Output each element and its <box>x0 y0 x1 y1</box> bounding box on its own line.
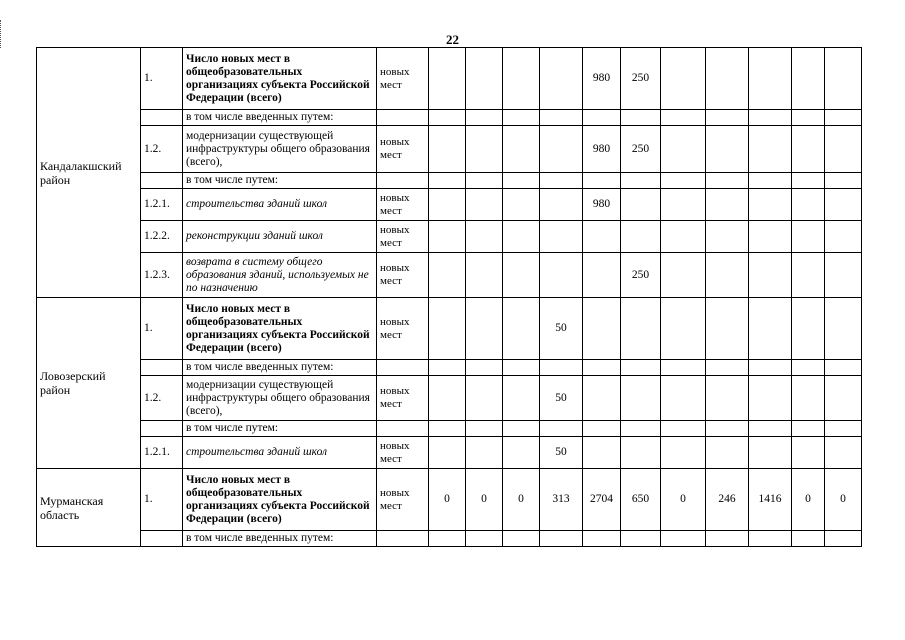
value-cell: 313 <box>540 469 583 531</box>
indicator-description: в том числе путем: <box>183 173 377 189</box>
value-cell <box>706 421 749 437</box>
value-cell <box>825 298 862 360</box>
row-number: 1. <box>141 469 183 531</box>
unit-cell <box>377 421 429 437</box>
unit-cell: новых мест <box>377 221 429 253</box>
value-cell <box>429 531 466 547</box>
value-cell <box>503 531 540 547</box>
value-cell <box>540 48 583 110</box>
table-row <box>37 173 862 189</box>
value-cell <box>749 437 792 469</box>
value-cell <box>792 189 825 221</box>
value-cell <box>792 48 825 110</box>
value-cell <box>706 376 749 421</box>
indicator-description: реконструкции зданий школ <box>183 221 377 253</box>
value-cell <box>429 421 466 437</box>
value-cell <box>706 189 749 221</box>
table-row <box>37 531 862 547</box>
value-cell <box>661 437 706 469</box>
row-number: 1. <box>141 48 183 110</box>
value-cell <box>706 126 749 173</box>
indicator-description: строительства зданий школ <box>183 189 377 221</box>
value-cell: 2704 <box>583 469 621 531</box>
indicator-description: модернизации существующей инфраструктуры общего образования (всего), <box>183 126 377 173</box>
value-cell <box>825 253 862 298</box>
value-cell <box>540 126 583 173</box>
value-cell <box>503 189 540 221</box>
value-cell: 246 <box>706 469 749 531</box>
unit-cell: новых мест <box>377 437 429 469</box>
value-cell <box>621 360 661 376</box>
table-row <box>37 376 862 421</box>
value-cell <box>825 376 862 421</box>
value-cell <box>825 531 862 547</box>
unit-cell <box>377 360 429 376</box>
value-cell <box>661 189 706 221</box>
value-cell <box>792 221 825 253</box>
value-cell <box>466 189 503 221</box>
value-cell <box>706 110 749 126</box>
value-cell: 0 <box>792 469 825 531</box>
value-cell <box>503 253 540 298</box>
value-cell <box>583 437 621 469</box>
value-cell <box>429 376 466 421</box>
value-cell <box>503 48 540 110</box>
value-cell: 0 <box>466 469 503 531</box>
value-cell: 1416 <box>749 469 792 531</box>
value-cell <box>466 110 503 126</box>
value-cell <box>429 189 466 221</box>
value-cell <box>583 421 621 437</box>
value-cell <box>429 126 466 173</box>
value-cell <box>583 253 621 298</box>
value-cell <box>621 376 661 421</box>
value-cell <box>503 221 540 253</box>
value-cell <box>749 376 792 421</box>
value-cell <box>661 298 706 360</box>
indicator-description: в том числе введенных путем: <box>183 360 377 376</box>
value-cell <box>661 253 706 298</box>
value-cell <box>825 437 862 469</box>
value-cell <box>583 376 621 421</box>
value-cell <box>792 173 825 189</box>
value-cell <box>540 189 583 221</box>
value-cell <box>621 531 661 547</box>
value-cell <box>706 531 749 547</box>
value-cell: 50 <box>540 437 583 469</box>
value-cell <box>661 110 706 126</box>
row-number: 1.2. <box>141 376 183 421</box>
value-cell <box>661 48 706 110</box>
unit-cell: новых мест <box>377 469 429 531</box>
unit-cell: новых мест <box>377 253 429 298</box>
value-cell <box>583 110 621 126</box>
row-number <box>141 360 183 376</box>
value-cell <box>825 48 862 110</box>
unit-cell: новых мест <box>377 126 429 173</box>
value-cell <box>792 360 825 376</box>
value-cell <box>706 360 749 376</box>
value-cell <box>503 360 540 376</box>
region-cell: Кандалакшский район <box>37 48 141 298</box>
value-cell <box>706 48 749 110</box>
value-cell <box>749 221 792 253</box>
value-cell <box>749 360 792 376</box>
value-cell <box>466 253 503 298</box>
value-cell <box>429 48 466 110</box>
value-cell <box>466 437 503 469</box>
unit-cell: новых мест <box>377 376 429 421</box>
value-cell <box>540 253 583 298</box>
value-cell <box>466 360 503 376</box>
value-cell: 50 <box>540 376 583 421</box>
value-cell <box>503 126 540 173</box>
indicator-description: Число новых мест в общеобразовательных организациях субъекта Российской Федерации (всего) <box>183 469 377 531</box>
value-cell <box>825 360 862 376</box>
indicator-description: модернизации существующей инфраструктуры общего образования (всего), <box>183 376 377 421</box>
value-cell <box>825 421 862 437</box>
value-cell <box>429 253 466 298</box>
unit-cell: новых мест <box>377 298 429 360</box>
value-cell <box>540 110 583 126</box>
row-number: 1. <box>141 298 183 360</box>
unit-cell: новых мест <box>377 48 429 110</box>
value-cell <box>583 173 621 189</box>
row-number <box>141 531 183 547</box>
value-cell <box>429 360 466 376</box>
value-cell <box>792 531 825 547</box>
value-cell <box>621 437 661 469</box>
value-cell <box>621 173 661 189</box>
value-cell <box>429 221 466 253</box>
value-cell <box>503 110 540 126</box>
region-cell: Ловозерский район <box>37 298 141 469</box>
table-row <box>37 189 862 221</box>
value-cell <box>825 173 862 189</box>
value-cell <box>749 48 792 110</box>
value-cell <box>540 173 583 189</box>
value-cell <box>749 173 792 189</box>
value-cell: 650 <box>621 469 661 531</box>
row-number <box>141 110 183 126</box>
row-number: 1.2.1. <box>141 189 183 221</box>
value-cell <box>661 531 706 547</box>
value-cell <box>706 437 749 469</box>
value-cell <box>583 360 621 376</box>
value-cell: 0 <box>429 469 466 531</box>
value-cell <box>749 421 792 437</box>
table-row <box>37 221 862 253</box>
value-cell <box>503 173 540 189</box>
indicator-description: строительства зданий школ <box>183 437 377 469</box>
value-cell: 250 <box>621 48 661 110</box>
table-row <box>37 253 862 298</box>
value-cell <box>749 531 792 547</box>
value-cell <box>429 173 466 189</box>
value-cell <box>621 221 661 253</box>
table-row <box>37 469 862 531</box>
value-cell <box>661 126 706 173</box>
value-cell <box>540 221 583 253</box>
value-cell: 250 <box>621 253 661 298</box>
table-row <box>37 437 862 469</box>
value-cell <box>706 221 749 253</box>
row-number: 1.2. <box>141 126 183 173</box>
value-cell <box>661 360 706 376</box>
value-cell <box>749 110 792 126</box>
row-number: 1.2.1. <box>141 437 183 469</box>
value-cell <box>621 110 661 126</box>
value-cell <box>466 48 503 110</box>
places-table <box>36 47 862 547</box>
unit-cell <box>377 110 429 126</box>
value-cell: 980 <box>583 189 621 221</box>
value-cell <box>466 531 503 547</box>
value-cell <box>583 298 621 360</box>
table-row <box>37 421 862 437</box>
value-cell <box>621 298 661 360</box>
indicator-description: в том числе введенных путем: <box>183 531 377 547</box>
value-cell <box>466 421 503 437</box>
value-cell <box>621 421 661 437</box>
value-cell: 0 <box>661 469 706 531</box>
indicator-description: Число новых мест в общеобразовательных организациях субъекта Российской Федерации (всего) <box>183 48 377 110</box>
value-cell <box>466 173 503 189</box>
unit-cell <box>377 531 429 547</box>
value-cell <box>825 110 862 126</box>
value-cell <box>706 298 749 360</box>
value-cell <box>540 421 583 437</box>
value-cell <box>583 221 621 253</box>
value-cell <box>792 421 825 437</box>
value-cell <box>540 531 583 547</box>
value-cell <box>792 298 825 360</box>
unit-cell: новых мест <box>377 189 429 221</box>
value-cell <box>792 376 825 421</box>
table-row <box>37 298 862 360</box>
indicator-description: Число новых мест в общеобразовательных организациях субъекта Российской Федерации (всего) <box>183 298 377 360</box>
value-cell <box>749 298 792 360</box>
value-cell: 50 <box>540 298 583 360</box>
table-row <box>37 48 862 110</box>
value-cell <box>429 437 466 469</box>
value-cell <box>466 376 503 421</box>
value-cell <box>621 189 661 221</box>
indicator-description: в том числе путем: <box>183 421 377 437</box>
value-cell <box>661 221 706 253</box>
row-number: 1.2.2. <box>141 221 183 253</box>
value-cell <box>792 126 825 173</box>
value-cell: 250 <box>621 126 661 173</box>
value-cell: 980 <box>583 48 621 110</box>
indicator-description: в том числе введенных путем: <box>183 110 377 126</box>
value-cell <box>503 437 540 469</box>
value-cell <box>749 253 792 298</box>
value-cell <box>583 531 621 547</box>
value-cell <box>466 221 503 253</box>
table-row <box>37 360 862 376</box>
row-number <box>141 173 183 189</box>
value-cell <box>792 437 825 469</box>
page-number: 22 <box>446 32 459 47</box>
value-cell <box>503 376 540 421</box>
value-cell <box>825 126 862 173</box>
region-cell: Мурманская область <box>37 469 141 547</box>
value-cell <box>792 253 825 298</box>
value-cell <box>466 298 503 360</box>
value-cell <box>825 189 862 221</box>
value-cell <box>540 360 583 376</box>
table-row <box>37 126 862 173</box>
value-cell <box>792 110 825 126</box>
indicator-description: возврата в систему общего образования зданий, используемых не по назначению <box>183 253 377 298</box>
value-cell: 0 <box>503 469 540 531</box>
value-cell: 980 <box>583 126 621 173</box>
value-cell <box>429 298 466 360</box>
unit-cell <box>377 173 429 189</box>
value-cell <box>661 376 706 421</box>
value-cell <box>466 126 503 173</box>
value-cell: 0 <box>825 469 862 531</box>
value-cell <box>706 173 749 189</box>
table-row <box>37 110 862 126</box>
value-cell <box>503 421 540 437</box>
row-number <box>141 421 183 437</box>
value-cell <box>661 421 706 437</box>
value-cell <box>706 253 749 298</box>
value-cell <box>661 173 706 189</box>
value-cell <box>749 126 792 173</box>
value-cell <box>825 221 862 253</box>
value-cell <box>749 189 792 221</box>
row-number: 1.2.3. <box>141 253 183 298</box>
value-cell <box>429 110 466 126</box>
value-cell <box>503 298 540 360</box>
